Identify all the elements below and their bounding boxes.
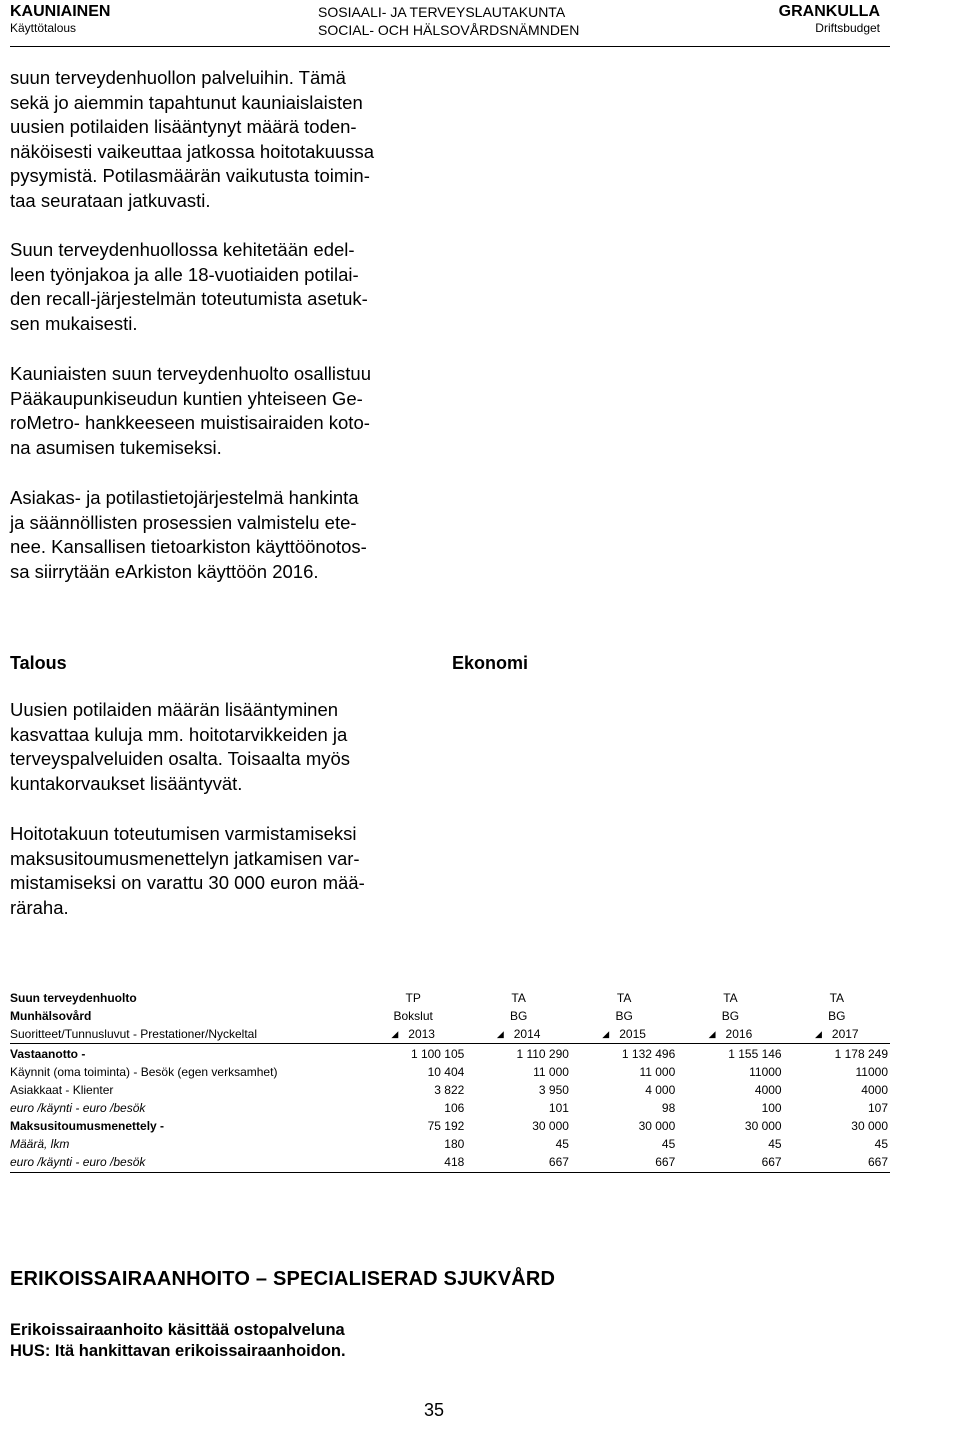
column-header: ◢ 2013 (360, 1024, 466, 1044)
text-line: terveyspalveluiden osalta. Toisaalta myös (10, 748, 351, 769)
text-line: pysymistä. Potilasmäärän vaikutusta toimin- (10, 165, 370, 186)
table-cell: 10 404 (427, 1065, 465, 1079)
paragraph-4 (10, 486, 440, 584)
paragraph-2 (10, 238, 440, 336)
section-heading: ERIKOISSAIRAANHOITO – SPECIALISERAD SJUKVÅRD (10, 1268, 556, 1290)
table-subtitle: Suoritteet/Tunnusluvut - Prestationer/Nyckeltal (10, 1024, 360, 1044)
table-cell: 1 110 290 (516, 1047, 569, 1061)
column-header: ◢ 2016 (677, 1024, 783, 1044)
municipality-name-fi: KAUNIAINEN (10, 3, 111, 20)
text-line: HUS: Itä hankittavan erikoissairaanhoidon. (10, 1342, 346, 1360)
page-header (0, 0, 960, 48)
header-divider (10, 46, 890, 47)
column-header: BG (615, 1009, 633, 1023)
section-title-sv: Ekonomi (452, 653, 529, 673)
table-row (10, 1062, 890, 1080)
column-header: ◢ 2015 (571, 1024, 677, 1044)
table-cell: 101 (548, 1101, 569, 1115)
column-header: Bokslut (393, 1009, 433, 1023)
table-cell: 667 (571, 1152, 677, 1173)
header-right (779, 2, 880, 36)
text-line: sa siirrytään eArkiston käyttöön 2016. (10, 560, 319, 582)
table-cell: 11000 (749, 1065, 782, 1079)
text-line: sen mukaisesti. (10, 312, 138, 334)
paragraph-1 (10, 66, 440, 213)
column-marker-icon: ◢ (391, 1029, 399, 1039)
column-header: BG (828, 1009, 846, 1023)
row-label: Määrä, lkm (10, 1137, 70, 1151)
text-line: leen työnjakoa ja alle 18-vuotiaiden potilai- (10, 263, 359, 285)
column-header: TA (723, 991, 738, 1005)
budget-type-fi: Käyttötalous (10, 21, 77, 35)
table-cell: 667 (784, 1152, 890, 1173)
column-header: BG (509, 1009, 528, 1023)
column-header: TP (405, 991, 421, 1005)
column-header: TA (511, 991, 526, 1005)
table-cell: 4000 (754, 1083, 782, 1097)
header-center (318, 3, 579, 39)
table-cell: 3 822 (434, 1083, 465, 1097)
table-cell: 30 000 (638, 1119, 676, 1133)
text-line: maksusitoumusmenettelyn jatkamisen var- (10, 847, 360, 869)
column-header: TA (829, 991, 845, 1005)
text-line: kasvattaa kuluja mm. hoitotarvikkeiden ja (10, 723, 348, 745)
table-cell: 3 950 (538, 1083, 569, 1097)
table-cell: 1 155 146 (728, 1047, 782, 1061)
municipality-name-sv: GRANKULLA (778, 3, 880, 20)
table-cell: 98 (661, 1101, 676, 1115)
table-cell: 107 (867, 1101, 888, 1115)
table-row (10, 1134, 890, 1152)
text-line: räraha. (10, 896, 69, 918)
section-title-fi: Talous (10, 653, 67, 673)
row-label: Käynnit (oma toiminta) - Besök (egen verksamhet) (10, 1065, 278, 1079)
column-header: ◢ 2014 (466, 1024, 571, 1044)
table-title-sv: Munhälsovård (10, 1009, 92, 1023)
column-marker-icon: ◢ (814, 1029, 822, 1039)
text-line: uusien potilaiden lisääntynyt määrä toden- (10, 116, 357, 137)
text-line: kuntakorvaukset lisääntyvät. (10, 772, 243, 794)
economy-paragraph-1 (10, 698, 440, 796)
text-line: Suun terveydenhuollossa kehitetään edel- (10, 239, 355, 260)
table-cell: 1 178 249 (834, 1047, 888, 1061)
table-cell: 11 000 (533, 1065, 569, 1079)
table-cell: 4 000 (645, 1083, 676, 1097)
table-cell: 4000 (861, 1083, 888, 1097)
table-cell: 30 000 (532, 1119, 569, 1133)
row-label: euro /käynti - euro /besök (10, 1152, 360, 1173)
text-line: Kauniaisten suun terveydenhuolto osallistuu (10, 363, 371, 384)
column-header: BG (721, 1009, 740, 1023)
table-cell: 45 (555, 1137, 569, 1151)
table-cell: 106 (444, 1101, 465, 1115)
column-header: TA (616, 991, 632, 1005)
table-header-row (10, 988, 890, 1006)
table-cell: 45 (661, 1137, 676, 1151)
text-line: Pääkaupunkiseudun kuntien yhteiseen Ge- (10, 387, 363, 409)
row-label: Vastaanotto - (10, 1047, 86, 1061)
page-number: 35 (424, 1400, 445, 1420)
committee-name-sv: SOCIAL- OCH HÄLSOVÅRDSNÄMNDEN (318, 22, 580, 38)
paragraph-3 (10, 362, 440, 460)
text-line: roMetro- hankkeeseen muistisairaiden koto- (10, 412, 370, 433)
text-line: na asumisen tukemiseksi. (10, 436, 222, 458)
table-cell: 75 192 (427, 1119, 465, 1133)
table-cell: 11000 (855, 1065, 888, 1079)
table-cell: 45 (768, 1137, 782, 1151)
column-marker-icon: ◢ (708, 1029, 716, 1039)
table-cell: 1 100 105 (410, 1047, 465, 1061)
table-cell: 1 132 496 (621, 1047, 676, 1061)
row-label: euro /käynti - euro /besök (10, 1101, 146, 1115)
text-line: Uusien potilaiden määrän lisääntyminen (10, 699, 339, 720)
text-line: suun terveydenhuollon palveluihin. Tämä (10, 67, 346, 88)
header-left (10, 2, 110, 36)
table-header-row (10, 1024, 890, 1044)
column-marker-icon: ◢ (496, 1029, 504, 1039)
section-intro (10, 1320, 346, 1362)
table-cell: 100 (761, 1101, 782, 1115)
text-line: taa seurataan jatkuvasti. (10, 189, 211, 211)
table-row (10, 1098, 890, 1116)
text-line: mistamiseksi on varattu 30 000 euron mää- (10, 872, 365, 893)
table-row (10, 1044, 890, 1063)
table-cell: 45 (874, 1137, 888, 1151)
text-line: Erikoissairaanhoito käsittää ostopalveluna (10, 1321, 345, 1339)
row-label: Maksusitoumusmenettely - (10, 1119, 165, 1133)
column-header: ◢ 2017 (784, 1024, 890, 1044)
table-header-row (10, 1006, 890, 1024)
table-cell: 667 (466, 1152, 571, 1173)
table-cell: 30 000 (851, 1119, 888, 1133)
text-line: Hoitotakuun toteutumisen varmistamiseksi (10, 823, 357, 844)
text-line: den recall-järjestelmän toteutumista asetuk- (10, 288, 368, 309)
text-line: Asiakas- ja potilastietojärjestelmä hankinta (10, 487, 359, 508)
column-marker-icon: ◢ (602, 1029, 610, 1039)
budget-type-sv: Driftsbudget (815, 21, 880, 35)
table-cell: 667 (677, 1152, 783, 1173)
table-row (10, 1116, 890, 1134)
table-row (10, 1080, 890, 1098)
table-title-fi: Suun terveydenhuolto (10, 991, 137, 1005)
table-cell: 180 (444, 1137, 465, 1151)
table-cell: 11 000 (639, 1065, 676, 1079)
text-line: nee. Kansallisen tietoarkiston käyttöönotos- (10, 536, 367, 557)
text-line: ja säännöllisten prosessien valmistelu ete- (10, 511, 357, 533)
row-label: Asiakkaat - Klienter (10, 1083, 114, 1097)
table-cell: 418 (360, 1152, 466, 1173)
performance-table (10, 988, 890, 1173)
text-line: sekä jo aiemmin tapahtunut kauniaislaisten (10, 91, 363, 113)
table-cell: 30 000 (744, 1119, 782, 1133)
economy-paragraph-2 (10, 822, 440, 920)
table-row (10, 1152, 890, 1173)
committee-name-fi: SOSIAALI- JA TERVEYSLAUTAKUNTA (318, 4, 566, 20)
text-line: näköisesti vaikeuttaa jatkossa hoitotakuussa (10, 140, 375, 162)
